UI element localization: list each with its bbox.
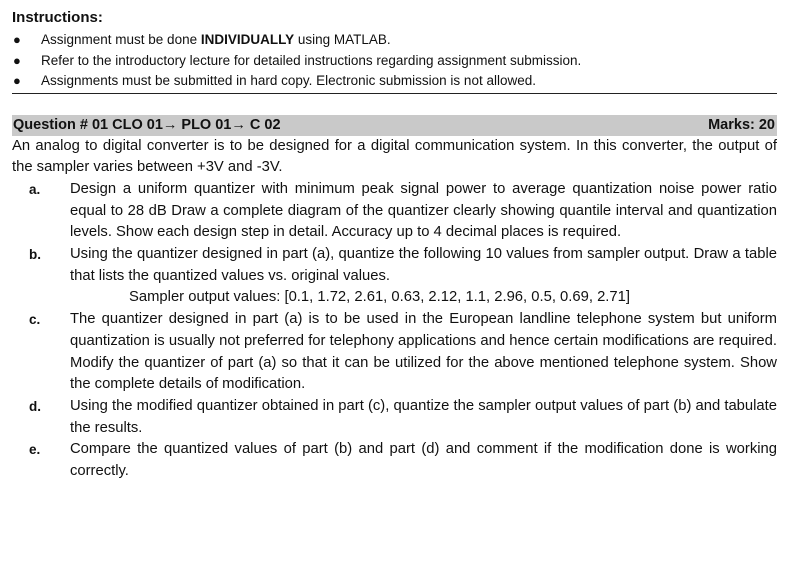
question-intro: An analog to digital converter is to be designed for a digital communication system. In this converter, the output of the sampler varies between +3V and -3V. — [12, 137, 777, 176]
question-part-c — [12, 309, 777, 396]
part-label: b. — [29, 247, 41, 263]
part-label: d. — [29, 398, 41, 414]
question-parts — [12, 179, 777, 483]
instruction-item: ● Assignment must be done INDIVIDUALLY using MATLAB. — [12, 30, 777, 51]
bullet-icon: ● — [13, 73, 21, 88]
sampler-values: Sampler output values: [0.1, 1.72, 2.61, 0.63, 2.12, 1.1, 2.96, 0.5, 0.69, 2.71] — [129, 289, 630, 306]
part-label: e. — [29, 442, 41, 458]
instruction-item: ● Assignments must be submitted in hard copy. Electronic submission is not allowed. — [12, 71, 777, 92]
instructions-list — [12, 30, 777, 92]
question-header: Question # 01 CLO 01→ PLO 01→ C 02 — [13, 117, 281, 133]
part-text: Using the quantizer designed in part (a), quantize the following 10 values from sampler output. Draw a table that lists the quantized values vs. original values. — [70, 246, 777, 284]
question-marks: Marks: 20 — [708, 117, 775, 133]
section-divider — [12, 93, 777, 94]
question-part-a — [12, 179, 777, 244]
part-text: Using the modified quantizer obtained in part (c), quantize the sampler output values of part (b) and tabulate the results. — [70, 397, 777, 436]
bullet-icon: ● — [13, 52, 21, 68]
question-part-e — [12, 439, 777, 482]
part-label: c. — [29, 312, 41, 328]
part-text: Design a uniform quantizer with minimum peak signal power to average quantization noise power ratio equal to 28 dB Draw a complete diagram of the quantizer clearly showing quantile interval and quantization levels. Show each design step in detail. Accuracy up to 4 decimal places is required. — [70, 180, 777, 241]
question-header-bar — [12, 115, 777, 136]
bullet-icon: ● — [13, 32, 21, 47]
question-part-b — [12, 244, 777, 309]
instruction-item: ● Refer to the introductory lecture for detailed instructions regarding assignment submission. — [12, 51, 777, 72]
part-text: Compare the quantized values of part (b) and part (d) and comment if the modification done is working correctly. — [70, 441, 777, 480]
question-part-d — [12, 396, 777, 439]
part-label: a. — [29, 181, 41, 197]
instructions-title: Instructions: — [12, 9, 103, 26]
part-text: The quantizer designed in part (a) is to be used in the European landline telephone system but uniform quantization is usually not preferred for telephony applications and hence certain modifications are required. Modify the quantizer of part (a) so that it can be utilized for the above mentioned telephone system. Show the complete details of modification. — [70, 311, 777, 393]
